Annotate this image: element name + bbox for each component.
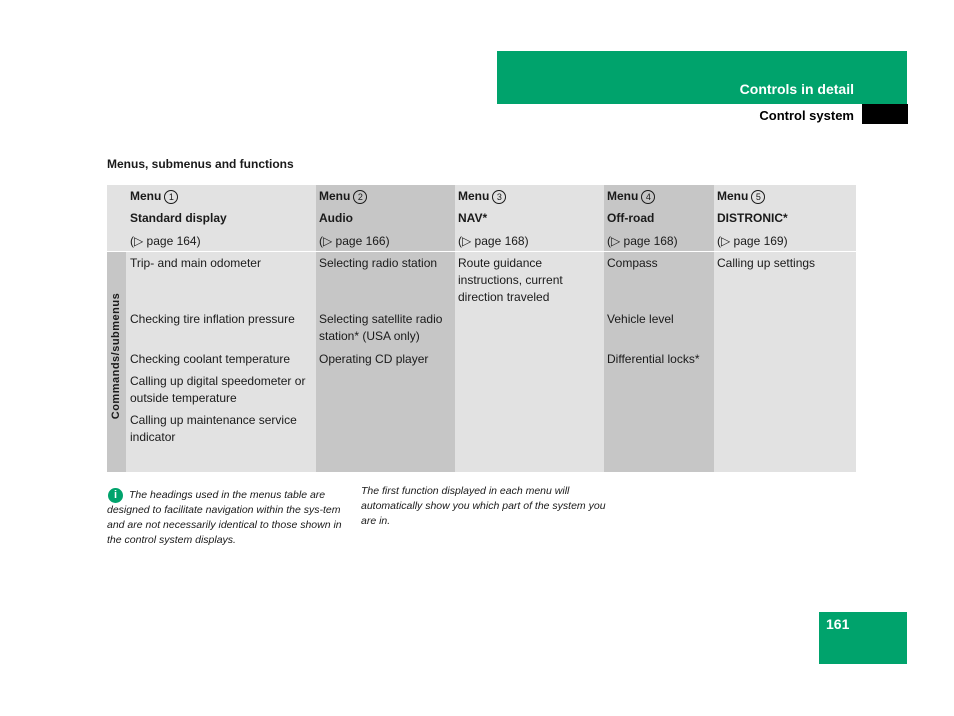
- list-item: Selecting radio station: [319, 256, 438, 270]
- menu-header-3: Menu 3 NAV* (▷ page 168): [458, 189, 529, 248]
- menu-header-4: Menu 4 Off-road (▷ page 168): [607, 189, 678, 248]
- header-title: Controls in detail: [739, 81, 854, 97]
- row-label-commands: Commands/submenus: [110, 292, 122, 420]
- list-item: Operating CD player: [319, 352, 429, 366]
- note-left: The headings used in the menus table are designed to facilitate navigation within the sys-tem and are not necessarily identical to those shown in the control system displays.: [107, 489, 342, 546]
- section-title: Menus, submenus and functions: [107, 157, 294, 171]
- menu-header-2: Menu 2 Audio (▷ page 166): [319, 189, 390, 248]
- note-right: The first function displayed in each menu will automatically show you which part of the system you are in.: [361, 485, 606, 527]
- list-item: Calling up digital speedometer or outside temperature: [130, 374, 306, 405]
- header-tab-marker: [862, 104, 908, 124]
- list-item: Checking tire inflation pressure: [130, 312, 295, 326]
- menu-header-5: Menu 5 DISTRONIC* (▷ page 169): [717, 189, 788, 248]
- row-divider: [107, 251, 856, 252]
- list-item: Trip- and main odometer: [130, 256, 261, 270]
- page-number: 161: [826, 616, 850, 632]
- list-item: Vehicle level: [607, 312, 674, 326]
- list-item: Selecting satellite radio station* (USA only): [319, 312, 443, 343]
- list-item: Calling up maintenance service indicator: [130, 413, 297, 444]
- menu-header-1: Menu 1 Standard display (▷ page 164): [130, 189, 227, 248]
- list-item: Calling up settings: [717, 256, 816, 270]
- menus-table: [107, 185, 856, 472]
- header-corner: [107, 185, 126, 251]
- list-item: Route guidance instructions, current direction traveled: [458, 256, 563, 304]
- list-item: Checking coolant temperature: [130, 352, 291, 366]
- list-item: Compass: [607, 256, 658, 270]
- info-icon: i: [108, 488, 123, 503]
- header-subtitle: Control system: [759, 108, 854, 123]
- list-item: Differential locks*: [607, 352, 700, 366]
